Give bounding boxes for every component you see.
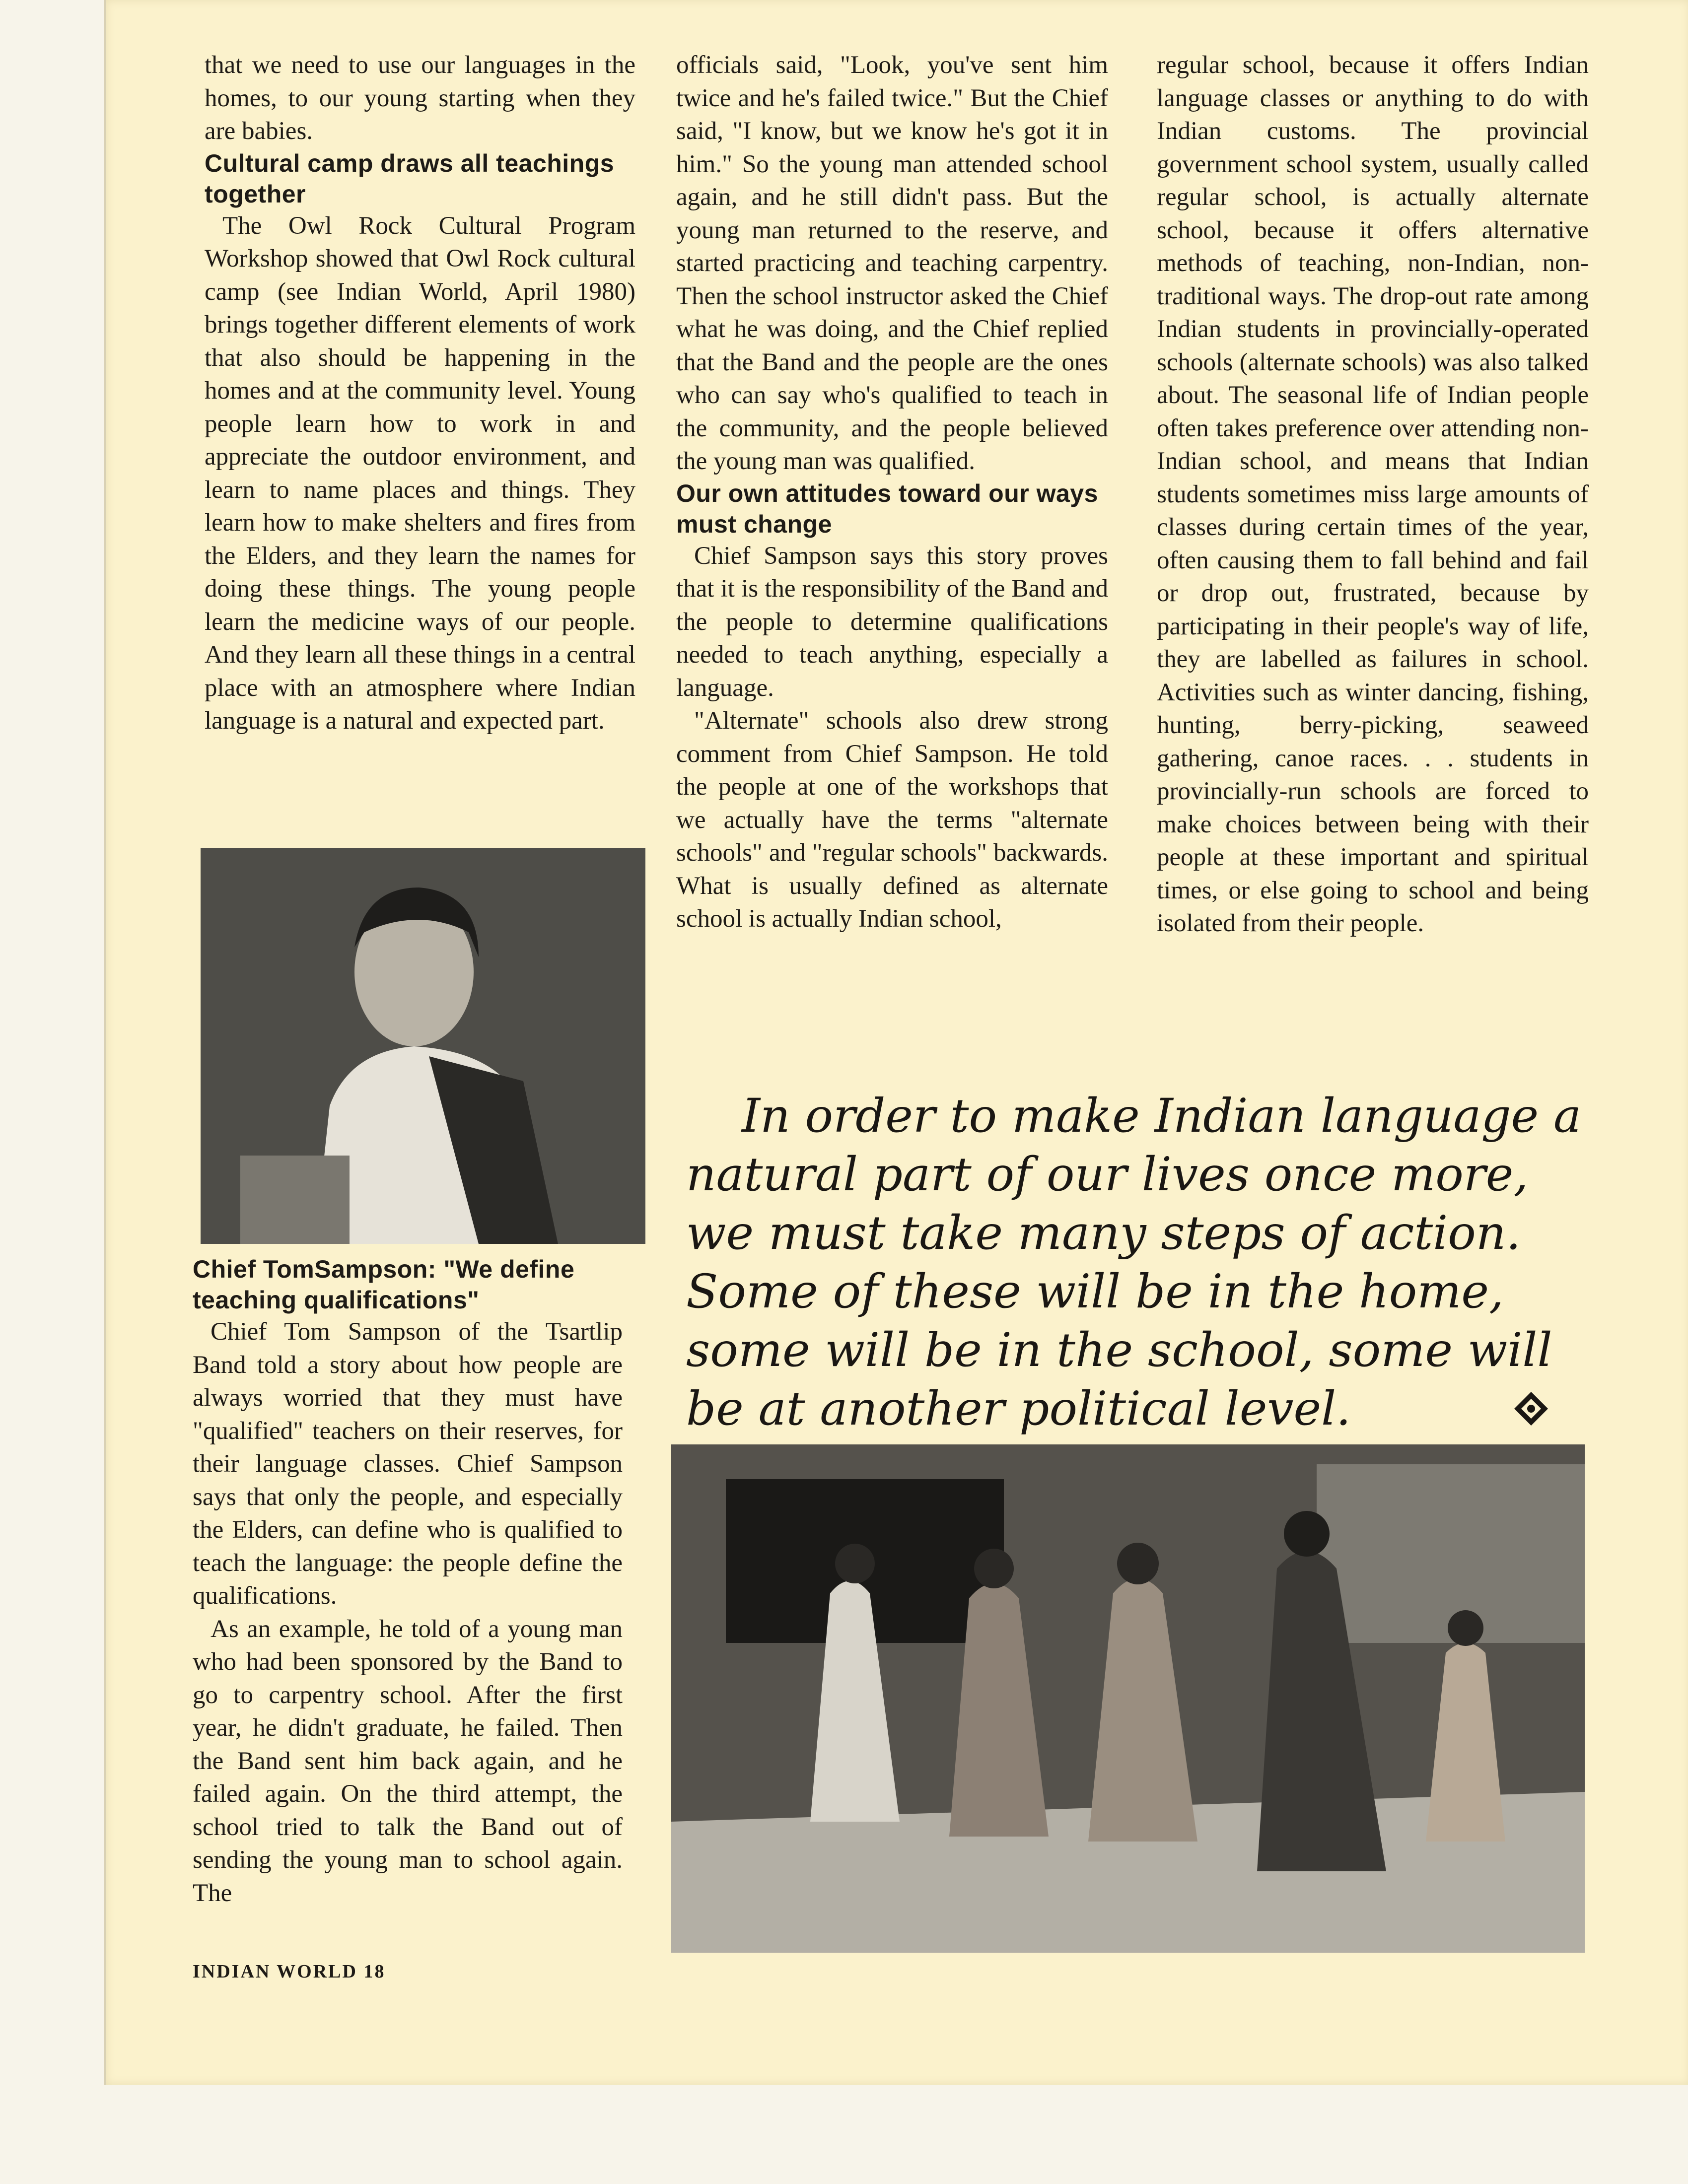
pull-quote (686, 1087, 1610, 1438)
photo-chief-sampson (201, 848, 645, 1244)
pull-quote-line-1: In order to make Indian language a (742, 1089, 1582, 1143)
dancers-illustration (671, 1444, 1585, 1953)
paragraph: regular school, because it offers Indian language classes or anything to do with Indian customs. The provincial government school system, usually called regular school, is actually alternate school, because it offers alternative methods of teaching, non-Indian, non-traditional ways. The drop-out rate among Indian students in provincially-operated schools (alternate schools) was also talked about. The seasonal life of Indian people often takes preference over attending non-Indian school, and means that Indian students sometimes miss large amounts of classes during certain times of the year, often causing them to fall behind and fail or drop out, frustrated, because by participating in their people's way of life, they are labelled as failures in school. Activities such as winter dancing, fishing, hunting, berry-picking, seaweed gathering, canoe races. . . students in provincially-run schools are forced to make choices between being with their people at these important and spiritual times, or else going to school and being isolated from their people. (1157, 51, 1589, 937)
paragraph: that we need to use our languages in the homes, to our young starting when they are babies. (205, 51, 635, 145)
photo-dancers (671, 1444, 1585, 1953)
column-1-top (205, 49, 635, 738)
paragraph: Chief Tom Sampson of the Tsartlip Band told a story about how people are always worried that they must have "qualified" teachers on their reserves, for their language classes. Chief Sampson says that only the people, and especially the Elders, can define who is qualified to teach the language: the people define the qualifications. (193, 1318, 623, 1610)
diamond-ornament-icon (1512, 1390, 1550, 1428)
pull-quote-body: natural part of our lives once more, we must take many steps of action. Some of these will be in the home, some will be in the school, some will be at another political level. (686, 1148, 1552, 1436)
column-2 (676, 49, 1108, 936)
page-footer: INDIAN WORLD 18 (193, 1961, 386, 1982)
paragraph: Chief Sampson says this story proves that it is the responsibility of the Band and the people to determine qualifications needed to teach anything, especially a language. (676, 542, 1108, 702)
paragraph: officials said, "Look, you've sent him twice and he's failed twice." But the Chief said, "I know, but we know he's got it in him." So the young man attended school again, and he still didn't pass. But the young man returned to the reserve, and started practicing and teaching carpentry. Then the school instructor asked the Chief what he was doing, and the Chief replied that the Band and the people are the ones who can say who's qualified to teach in the community, and the people believed the young man was qualified. (676, 51, 1108, 475)
paragraph: The Owl Rock Cultural Program Workshop showed that Owl Rock cultural camp (see Indian World, April 1980) brings together different elements of work that also should be happening in the homes and at the community level. Young people learn how to work in and appreciate the outdoor environment, and learn to name places and things. They learn how to make shelters and fires from the Elders, and they learn the names for doing these things. The young people learn the medicine ways of our people. And they learn all these things in a central place with an atmosphere where Indian language is a natural and expected part. (205, 211, 635, 735)
column-3 (1157, 49, 1589, 940)
paragraph: "Alternate" schools also drew strong comment from Chief Sampson. He told the people at one of the workshops that we actually have the terms "alternate schools" and "regular schools" backwards. What is usually defined as alternate school is actually Indian school, (676, 707, 1108, 933)
column-1-bottom (193, 1254, 623, 1910)
section-heading: Our own attitudes toward our ways must change (676, 479, 1098, 538)
portrait-illustration (201, 848, 645, 1244)
section-heading: Chief TomSampson: "We define teaching qualifications" (193, 1255, 575, 1314)
section-heading: Cultural camp draws all teachings together (205, 149, 615, 208)
paragraph: As an example, he told of a young man who had been sponsored by the Band to go to carpentry school. After the first year, he didn't graduate, he failed. Then the Band sent him back again, and he failed again. On the third attempt, the school tried to talk the Band out of sending the young man to school again. The (193, 1615, 623, 1907)
